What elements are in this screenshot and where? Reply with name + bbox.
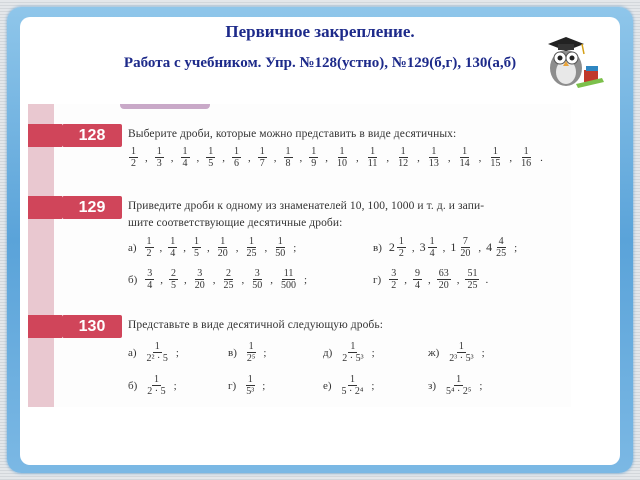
- fraction-denominator: 6: [234, 158, 239, 169]
- fraction: [518, 146, 534, 169]
- separator: ;: [514, 241, 518, 254]
- fraction-whole: 1: [450, 240, 457, 254]
- part-label: г): [373, 273, 382, 286]
- separator: ,: [273, 151, 277, 164]
- fraction-denominator: 8: [285, 158, 291, 169]
- fraction-denominator: 2 · 5³: [342, 353, 364, 364]
- fraction: [180, 146, 191, 169]
- exercise-number-128: 128: [62, 124, 122, 147]
- fraction-denominator: 12: [398, 158, 409, 169]
- separator: ;: [263, 346, 267, 359]
- fraction-numerator: 1: [349, 374, 355, 385]
- fraction-denominator: 25: [223, 280, 234, 291]
- part-label: в): [228, 346, 237, 359]
- fraction-denominator: 50: [275, 248, 286, 259]
- separator: ,: [160, 273, 164, 286]
- textbook-page: [28, 104, 571, 407]
- fraction: [221, 268, 237, 291]
- separator: ;: [175, 346, 179, 359]
- exercise-number-130: 130: [62, 315, 122, 338]
- exercise-130-item: [128, 374, 178, 397]
- part-label: в): [373, 241, 382, 254]
- exercise-129-part-g: [373, 268, 489, 291]
- fraction: [388, 268, 399, 291]
- separator: ,: [478, 241, 482, 254]
- exercise-bar: [28, 315, 62, 338]
- fraction: [420, 236, 438, 259]
- page-margin-strip: [28, 104, 54, 407]
- separator: ,: [212, 273, 216, 286]
- fraction: [339, 341, 366, 364]
- separator: ,: [417, 151, 420, 164]
- part-label: г): [228, 379, 237, 392]
- fraction-whole: 3: [419, 240, 426, 254]
- fraction-denominator: 25: [246, 248, 257, 259]
- fraction-denominator: 2³ · 5³: [449, 353, 474, 364]
- fraction-numerator: 1: [429, 236, 435, 247]
- fraction-numerator: 1: [194, 236, 200, 247]
- fraction-numerator: 1: [523, 146, 529, 157]
- fraction-whole: 4: [486, 240, 493, 254]
- fraction-denominator: 16: [521, 158, 532, 169]
- fraction-numerator: 1: [311, 146, 317, 157]
- fraction: [167, 236, 178, 259]
- fraction-numerator: 1: [456, 374, 462, 385]
- separator: ;: [304, 273, 308, 286]
- fraction: [412, 268, 423, 291]
- fraction-numerator: 1: [154, 341, 160, 352]
- fraction-numerator: 1: [277, 236, 283, 247]
- fraction-numerator: 1: [400, 146, 406, 157]
- fraction-denominator: 500: [281, 280, 297, 291]
- separator: ,: [264, 241, 268, 254]
- fraction: [257, 146, 268, 169]
- fraction: [395, 146, 411, 169]
- fraction: [443, 374, 474, 397]
- fraction-denominator: 25: [496, 248, 507, 259]
- exercise-129-part-v: [373, 236, 518, 259]
- fraction-denominator: 20: [217, 248, 228, 259]
- part-label: з): [428, 379, 437, 392]
- exercise-bar: [28, 124, 62, 147]
- separator: ,: [207, 241, 210, 254]
- separator: ;: [371, 346, 375, 359]
- fraction-denominator: 11: [367, 158, 378, 169]
- fraction: [389, 236, 407, 259]
- fraction-denominator: 2 · 5: [147, 386, 166, 397]
- fraction: [283, 146, 294, 169]
- part-label: ж): [428, 346, 440, 359]
- exercise-130-item: [428, 374, 483, 397]
- fraction-denominator: 14: [459, 158, 470, 169]
- fraction-numerator: 1: [259, 146, 265, 157]
- part-label: а): [128, 241, 137, 254]
- separator: ;: [479, 379, 483, 392]
- separator: ;: [173, 379, 177, 392]
- separator: .: [485, 273, 489, 286]
- fraction-numerator: 1: [285, 146, 291, 157]
- separator: ,: [184, 273, 187, 286]
- exercise-128-text: Выберите дроби, которые можно представить в виде десятичных:: [128, 128, 457, 140]
- fraction: [426, 146, 442, 169]
- fraction-denominator: 2: [391, 280, 397, 291]
- separator: ,: [386, 151, 390, 164]
- fraction-numerator: 1: [131, 146, 136, 157]
- exercise-130-item: [228, 374, 266, 397]
- fraction-numerator: 1: [170, 236, 176, 247]
- fraction-numerator: 1: [153, 374, 159, 385]
- fraction-denominator: 2: [398, 248, 404, 259]
- fraction-denominator: 5: [171, 280, 177, 291]
- fraction-numerator: 1: [220, 236, 226, 247]
- fraction-numerator: 1: [234, 146, 239, 157]
- separator: ,: [196, 151, 200, 164]
- separator: ,: [427, 273, 431, 286]
- separator: ;: [371, 379, 375, 392]
- fraction: [144, 374, 168, 397]
- fraction: [308, 146, 319, 169]
- fraction: [334, 146, 350, 169]
- fraction-denominator: 13: [428, 158, 439, 169]
- separator: ,: [456, 273, 460, 286]
- exercise-130-item: [428, 341, 486, 364]
- exercise-number-129: 129: [62, 196, 122, 219]
- fraction-denominator: 5: [194, 248, 200, 259]
- fraction-denominator: 5 · 2⁴: [341, 386, 364, 397]
- exercise-130-item: [323, 341, 376, 364]
- part-label: е): [323, 379, 332, 392]
- fraction: [365, 146, 381, 169]
- fraction: [205, 146, 216, 169]
- separator: ,: [356, 151, 359, 164]
- fraction-numerator: 7: [462, 236, 468, 247]
- fraction-numerator: 1: [247, 374, 253, 385]
- exercise-128-fractions: [128, 146, 544, 169]
- separator: ,: [478, 151, 482, 164]
- fraction: [243, 374, 257, 397]
- exercise-129-text-1: Приведите дроби к одному из знаменателей 10, 100, 1000 и т. д. и запи-: [128, 200, 485, 212]
- fraction: [457, 146, 473, 169]
- fraction-numerator: 1: [146, 236, 152, 247]
- fraction: [244, 341, 259, 364]
- fraction-numerator: 3: [197, 268, 203, 279]
- fraction: [128, 146, 139, 169]
- fraction-denominator: 5³: [246, 386, 255, 397]
- fraction-numerator: 1: [350, 341, 356, 352]
- fraction: [278, 268, 299, 291]
- exercise-130-item: [323, 374, 375, 397]
- fraction-numerator: 1: [398, 236, 404, 247]
- fraction: [192, 268, 208, 291]
- fraction-numerator: 1: [492, 146, 498, 157]
- fraction-numerator: 1: [431, 146, 437, 157]
- exercise-129-part-a: [128, 236, 297, 259]
- fraction-denominator: 25: [467, 280, 478, 291]
- fraction-numerator: 4: [498, 236, 504, 247]
- separator: .: [540, 151, 543, 164]
- separator: ,: [447, 151, 451, 164]
- separator: ;: [262, 379, 266, 392]
- part-label: д): [323, 346, 333, 359]
- separator: ,: [404, 273, 407, 286]
- exercise-129-part-b: [128, 268, 308, 291]
- fraction: [450, 236, 473, 259]
- fraction-denominator: 20: [460, 248, 471, 259]
- separator: ,: [159, 241, 163, 254]
- fraction: [339, 374, 367, 397]
- fraction: [144, 341, 171, 364]
- fraction-denominator: 4: [182, 158, 188, 169]
- part-label: б): [128, 379, 138, 392]
- fraction-numerator: 1: [156, 146, 162, 157]
- fraction: [215, 236, 231, 259]
- separator: ,: [509, 151, 513, 164]
- fraction-numerator: 1: [462, 146, 468, 157]
- separator: ,: [222, 151, 225, 164]
- fraction-denominator: 9: [311, 158, 317, 169]
- fraction: [436, 268, 452, 291]
- fraction-numerator: 9: [414, 268, 420, 279]
- fraction-denominator: 2² · 5: [146, 353, 168, 364]
- fraction-denominator: 4: [147, 280, 153, 291]
- fraction-numerator: 63: [438, 268, 449, 279]
- fraction: [487, 146, 503, 169]
- fraction-denominator: 10: [337, 158, 347, 169]
- fraction: [144, 268, 155, 291]
- fraction: [244, 236, 260, 259]
- fraction: [154, 146, 165, 169]
- separator: ,: [270, 273, 274, 286]
- fraction-denominator: 4: [429, 248, 435, 259]
- exercise-bar: [28, 196, 62, 219]
- fraction: [168, 268, 179, 291]
- fraction-denominator: 2: [131, 158, 136, 169]
- fraction-denominator: 4: [414, 280, 420, 291]
- fraction-numerator: 2: [171, 268, 177, 279]
- fraction-numerator: 1: [339, 146, 345, 157]
- fraction-denominator: 50: [252, 280, 263, 291]
- fraction-numerator: 3: [254, 268, 260, 279]
- fraction: [486, 236, 509, 259]
- exercise-130-text: Представьте в виде десятичной следующую дробь:: [128, 319, 384, 331]
- fraction-numerator: 1: [208, 146, 214, 157]
- exercise-130-item: [228, 341, 267, 364]
- fraction-numerator: 11: [283, 268, 294, 279]
- fraction-denominator: 4: [170, 248, 176, 259]
- fraction-denominator: 20: [194, 280, 205, 291]
- fraction: [249, 268, 265, 291]
- fraction-numerator: 2: [226, 268, 232, 279]
- fraction-denominator: 3: [156, 158, 162, 169]
- fraction-denominator: 20: [438, 280, 449, 291]
- separator: ,: [411, 241, 415, 254]
- fraction-numerator: 3: [147, 268, 153, 279]
- fraction: [464, 268, 480, 291]
- part-label: а): [128, 346, 137, 359]
- fraction-denominator: 5: [208, 158, 214, 169]
- separator: ;: [293, 241, 297, 254]
- fraction-numerator: 1: [370, 146, 376, 157]
- owl-graduate-icon: [536, 26, 606, 92]
- fraction-numerator: 1: [182, 146, 188, 157]
- fraction: [446, 341, 476, 364]
- fraction-denominator: 15: [490, 158, 501, 169]
- fraction-numerator: 51: [467, 268, 478, 279]
- slide-title: Первичное закрепление.: [225, 22, 415, 41]
- fraction-numerator: 3: [391, 268, 397, 279]
- separator: ,: [248, 151, 251, 164]
- separator: ,: [299, 151, 303, 164]
- separator: ,: [325, 151, 328, 164]
- fraction-denominator: 7: [259, 158, 265, 169]
- fraction-denominator: 5⁴ · 2⁵: [446, 386, 472, 397]
- fraction-numerator: 1: [249, 236, 255, 247]
- exercise-129-text-2: шите соответствующие десятичные дроби:: [128, 217, 343, 229]
- separator: ,: [241, 273, 245, 286]
- fraction-numerator: 1: [248, 341, 254, 352]
- fraction: [272, 236, 288, 259]
- fraction: [144, 236, 155, 259]
- separator: ,: [442, 241, 446, 254]
- slide-subtitle: Работа с учебником. Упр. №128(устно), №129(б,г), 130(а,б): [123, 55, 517, 71]
- separator: ,: [145, 151, 148, 164]
- part-label: б): [128, 273, 138, 286]
- separator: ,: [170, 151, 174, 164]
- fraction-whole: 2: [388, 240, 395, 254]
- fraction-numerator: 1: [458, 341, 464, 352]
- fraction-denominator: 2⁵: [246, 353, 256, 364]
- fraction: [191, 236, 202, 259]
- fraction-denominator: 2: [146, 248, 152, 259]
- fraction: [231, 146, 242, 169]
- exercise-130-item: [128, 341, 180, 364]
- separator: ,: [183, 241, 187, 254]
- separator: ,: [235, 241, 239, 254]
- separator: ;: [481, 346, 485, 359]
- page-top-tab: [120, 104, 210, 109]
